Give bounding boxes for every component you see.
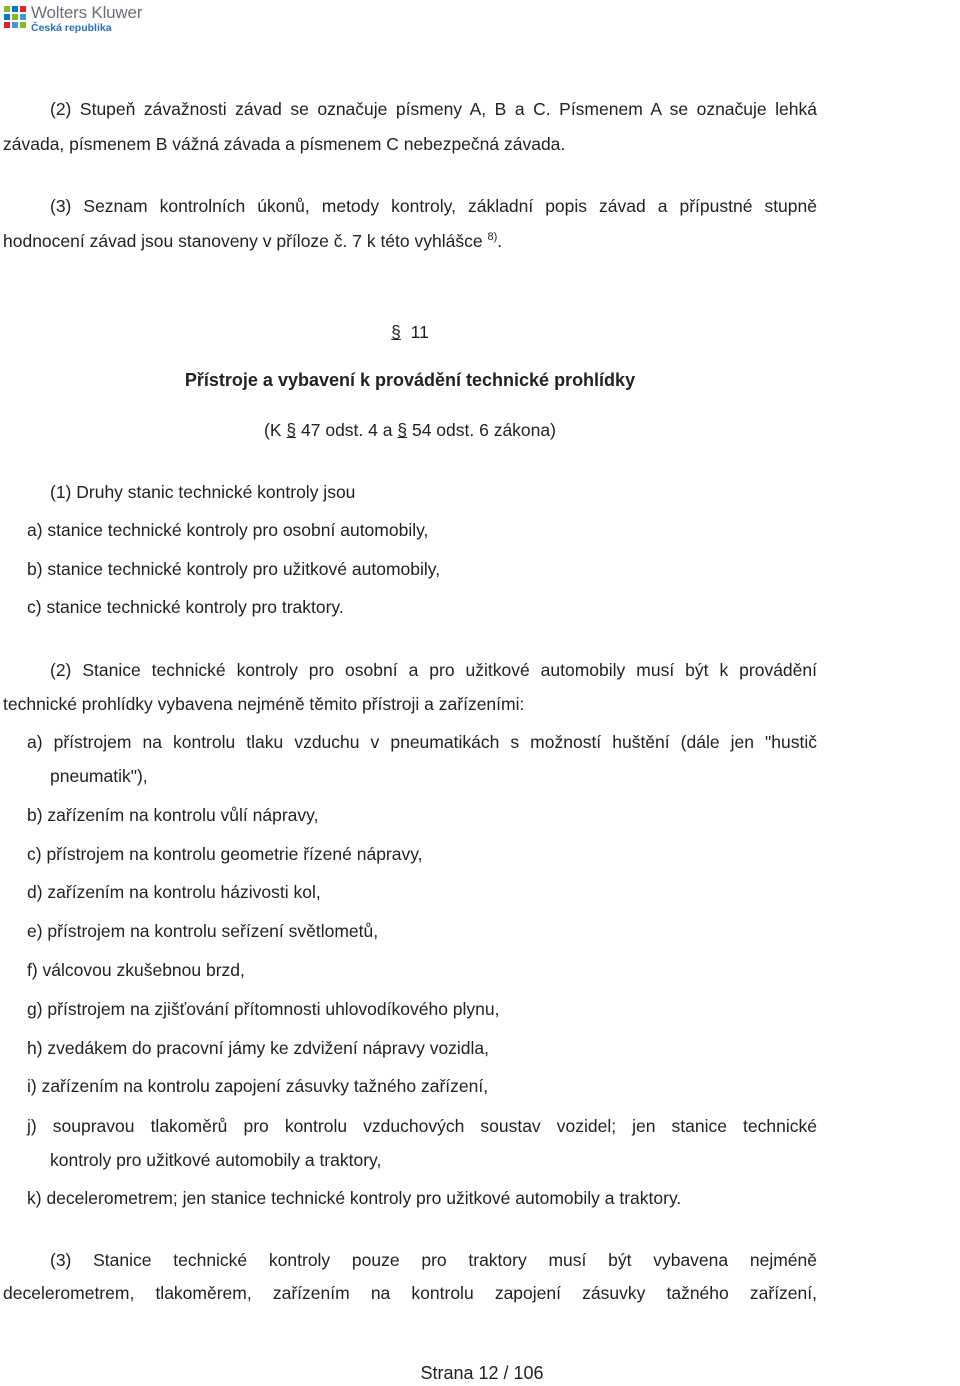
s2-item-c: c) přístrojem na kontrolu geometrie řízené nápravy,: [27, 844, 423, 864]
s2-item-a-line-2: pneumatik"),: [50, 766, 148, 786]
s1-item-b: b) stanice technické kontroly pro užitkové automobily,: [27, 559, 441, 579]
section-sign-icon: §: [391, 322, 401, 342]
section-sign-icon: §: [397, 420, 408, 440]
paragraph-3-line-1: (3) Seznam kontrolních úkonů, metody kontroly, základní popis závad a přípustné stupně: [50, 196, 817, 216]
paragraph-3-end: .: [497, 231, 503, 251]
page-number: Strana 12 / 106: [420, 1363, 544, 1383]
publisher-logo: [4, 4, 142, 34]
section-number: [0, 322, 820, 343]
s2-item-j-line-1: j) soupravou tlakoměrů pro kontrolu vzduchových soustav vozidel; jen stanice technické: [27, 1116, 817, 1136]
s2-item-a-line-1: a) přístrojem na kontrolu tlaku vzduchu v pneumatikách s možností huštění (dále jen "hustič: [27, 732, 817, 752]
ref-part-2: 54 odst. 6 zákona): [411, 420, 556, 440]
s2-line-2: technické prohlídky vybavena nejméně těmito přístroji a zařízeními:: [3, 694, 525, 714]
paragraph-2-line-2: závada, písmenem B vážná závada a písmenem C nebezpečná závada.: [3, 134, 566, 154]
section-reference: [0, 420, 820, 441]
s2-item-k: k) decelerometrem; jen stanice technické kontroly pro užitkové automobily a traktory.: [27, 1188, 682, 1208]
s2-item-h: h) zvedákem do pracovní jámy ke zdvižení nápravy vozidla,: [27, 1038, 490, 1058]
paragraph-2-line-1: (2) Stupeň závažnosti závad se označuje písmeny A, B a C. Písmenem A se označuje lehká: [50, 99, 817, 119]
section-sign-icon: §: [286, 420, 297, 440]
paragraph-3-text: hodnocení závad jsou stanoveny v příloze č. 7 k této vyhlášce: [3, 231, 483, 251]
ref-prefix: (K: [264, 420, 282, 440]
s1-item-a: a) stanice technické kontroly pro osobní automobily,: [27, 520, 429, 540]
s1-item-c: c) stanice technické kontroly pro traktory.: [27, 597, 344, 617]
s2-item-j-line-2: kontroly pro užitkové automobily a traktory,: [50, 1150, 382, 1170]
footnote-ref[interactable]: 8): [487, 231, 498, 244]
s3-line-2: decelerometrem, tlakoměrem, zařízením na kontrolu zapojení zásuvky tažného zařízení,: [3, 1283, 817, 1303]
s2-item-e: e) přístrojem na kontrolu seřízení světlometů,: [27, 921, 379, 941]
s2-item-b: b) zařízením na kontrolu vůlí nápravy,: [27, 805, 319, 825]
s2-item-f: f) válcovou zkušebnou brzd,: [27, 960, 245, 980]
s2-item-d: d) zařízením na kontrolu házivosti kol,: [27, 882, 321, 902]
s2-line-1: (2) Stanice technické kontroly pro osobní a pro užitkové automobily musí být k provádění: [50, 660, 817, 680]
logo-subtitle: Česká republika: [31, 22, 112, 34]
s3-line-1: (3) Stanice technické kontroly pouze pro traktory musí být vybavena nejméně: [50, 1250, 817, 1270]
section-number-text: 11: [410, 322, 429, 342]
s1-intro: (1) Druhy stanic technické kontroly jsou: [50, 482, 356, 502]
ref-part-1: 47 odst. 4 a: [301, 420, 393, 440]
paragraph-3-line-2: [3, 231, 502, 252]
wolters-kluwer-logo-icon: [4, 6, 26, 28]
s2-item-i: i) zařízením na kontrolu zapojení zásuvky tažného zařízení,: [27, 1076, 489, 1096]
s2-item-g: g) přístrojem na zjišťování přítomnosti uhlovodíkového plynu,: [27, 999, 500, 1019]
logo-name: Wolters Kluwer: [31, 3, 143, 22]
section-title: Přístroje a vybavení k provádění technické prohlídky: [184, 370, 636, 390]
